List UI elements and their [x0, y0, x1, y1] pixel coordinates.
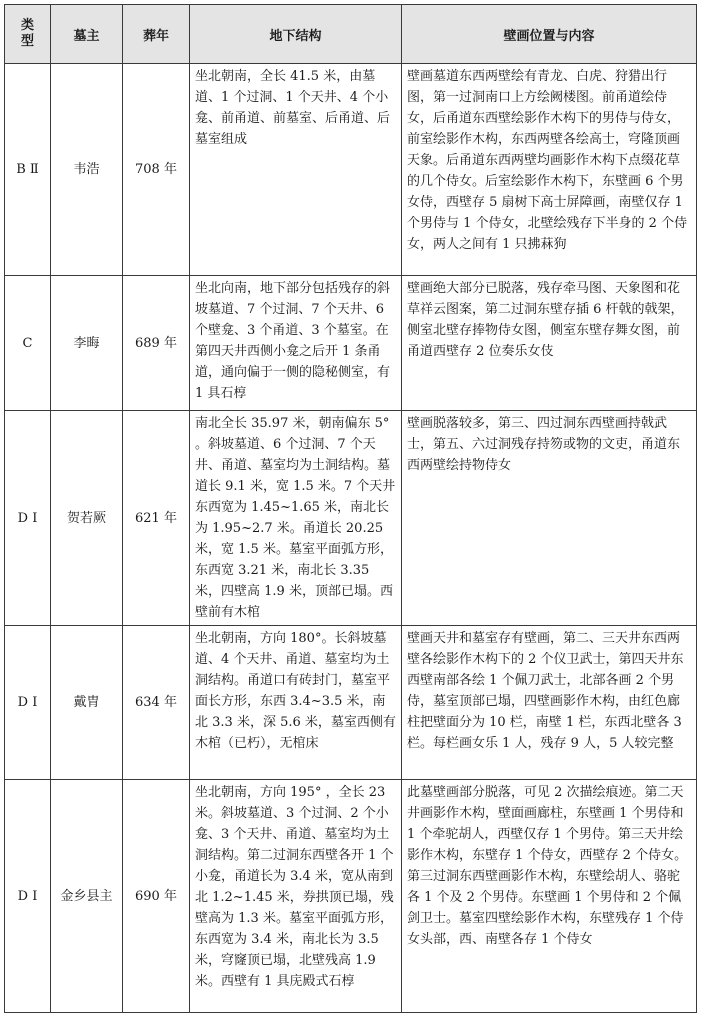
- cell-structure: 南北全长 35.97 米，朝南偏东 5° 。斜坡墓道、6 个过洞、7 个天井、甬道、墓室均为土洞结构。墓道长 9.1 米，宽 1.5 米。7 个天井东西宽为 1.45~1.65 米，南北长为 1.95~2.7 米。甬道长 20.25 米，宽 1.5 米。墓室平面弧方形，东西宽 3.21 米，南北长 3.35 米，四壁高 1.9 米，顶部已塌。西壁前有木棺: [190, 411, 402, 626]
- cell-year: 634 年: [123, 626, 190, 780]
- cell-year: 621 年: [123, 411, 190, 626]
- cell-type: D Ⅰ: [5, 411, 51, 626]
- cell-owner: 贺若厥: [51, 411, 123, 626]
- header-owner: 墓主: [51, 5, 123, 64]
- cell-murals: 壁画墓道东西两壁绘有青龙、白虎、狩猎出行图，第一过洞南口上方绘阙楼图。前甬道绘侍女，后甬道东西壁绘影作木构下的男侍与侍女，前室绘影作木构，东西两壁各绘高士，穹隆顶画天象。后甬道东西两壁均画影作木构下点缀花草的几个侍女。后室绘影作木构下，东壁画 6 个男女侍，西壁存 5 扇树下高士屏障画，南壁仅存 1 个男侍与 1 个侍女，北壁绘残存下半身的 2 个侍女，两人之间有 1 只拂菻狗: [402, 64, 697, 276]
- cell-owner: 金乡县主: [51, 780, 123, 1013]
- table-row: [5, 626, 697, 780]
- cell-murals: 壁画绝大部分已脱落，残存牵马图、天象图和花草祥云图案，第二过洞东壁存插 6 杆戟的戟架，侧室北壁存捧物侍女图，侧室东壁存舞女图，前甬道西壁存 2 位奏乐女伎: [402, 276, 697, 411]
- cell-year: 708 年: [123, 64, 190, 276]
- header-year: 葬年: [123, 5, 190, 64]
- tomb-mural-table: [4, 4, 697, 1013]
- cell-owner: 戴胄: [51, 626, 123, 780]
- cell-type: D Ⅰ: [5, 626, 51, 780]
- table-row: [5, 276, 697, 411]
- cell-type: D Ⅰ: [5, 780, 51, 1013]
- cell-murals: 壁画脱落较多，第三、四过洞东西壁画持戟武士，第五、六过洞残存持笏或物的文吏，甬道东西两壁绘持物侍女: [402, 411, 697, 626]
- cell-year: 689 年: [123, 276, 190, 411]
- header-structure: 地下结构: [190, 5, 402, 64]
- cell-murals: 壁画天井和墓室存有壁画，第二、三天井东西两壁各绘影作木构下的 2 个仪卫武士，第四天井东西壁南部各绘 1 个佩刀武士，北部各画 2 个男侍，墓室顶部已塌，四壁画影作木构，由红色廊柱把壁面分为 10 栏，南壁 1 栏，东西北壁各 3 栏。每栏画女乐 1 人，残存 9 人，5 人较完整: [402, 626, 697, 780]
- cell-owner: 韦浩: [51, 64, 123, 276]
- cell-structure: 坐北朝南，方向 195° ，全长 23 米。斜坡墓道、3 个过洞、2 个小龛、3 个天井、甬道、墓室均为土洞结构。第二过洞东西壁各开 1 个小龛，甬道长为 3.4 米，宽从南到北 1.2~1.45 米，券拱顶已塌，残壁高为 1.3 米。墓室平面弧方形，东西宽为 3.4 米，南北长为 3.5 米，穹窿顶已塌，北壁残高 1.9 米。西壁有 1 具庑殿式石椁: [190, 780, 402, 1013]
- header-murals: 壁画位置与内容: [402, 5, 697, 64]
- cell-owner: 李晦: [51, 276, 123, 411]
- header-row: [5, 5, 697, 64]
- table-row: [5, 64, 697, 276]
- cell-structure: 坐北朝南，方向 180°。长斜坡墓道、4 个天井、甬道、墓室均为土洞结构。甬道口有砖封门，墓室平面长方形，东西 3.4~3.5 米，南北 3.3 米，深 5.6 米，墓室西侧有木棺（已朽），无棺床: [190, 626, 402, 780]
- cell-year: 690 年: [123, 780, 190, 1013]
- cell-type: B Ⅱ: [5, 64, 51, 276]
- tomb-mural-table-container: [4, 4, 697, 1013]
- cell-structure: 坐北向南，地下部分包括残存的斜坡墓道、7 个过洞、7 个天井、6 个壁龛、3 个甬道、3 个墓室。在第四天井西侧小龛之后开 1 条甬道，通向偏于一侧的隐秘侧室，有 1 具石椁: [190, 276, 402, 411]
- header-type: 类 型: [5, 5, 51, 64]
- cell-structure: 坐北朝南，全长 41.5 米，由墓道、1 个过洞、1 个天井、4 个小龛、前甬道、前墓室、后甬道、后墓室组成: [190, 64, 402, 276]
- table-row: [5, 780, 697, 1013]
- cell-murals: 此墓壁画部分脱落，可见 2 次描绘痕迹。第二天井画影作木构，壁面画廊柱，东壁画 1 个男侍和 1 个牵驼胡人，西壁仅存 1 个男侍。第三天井绘影作木构，东壁存 1 个侍女，西壁存 2 个侍女。第三过洞东西壁画影作木构，东壁绘胡人、骆驼各 1 个及 2 个男侍。东壁画 1 个男侍和 2 个佩剑卫士。墓室四壁绘影作木构，东壁残存 1 个侍女头部，西、南壁各存 1 个侍女: [402, 780, 697, 1013]
- cell-type: C: [5, 276, 51, 411]
- table-row: [5, 411, 697, 626]
